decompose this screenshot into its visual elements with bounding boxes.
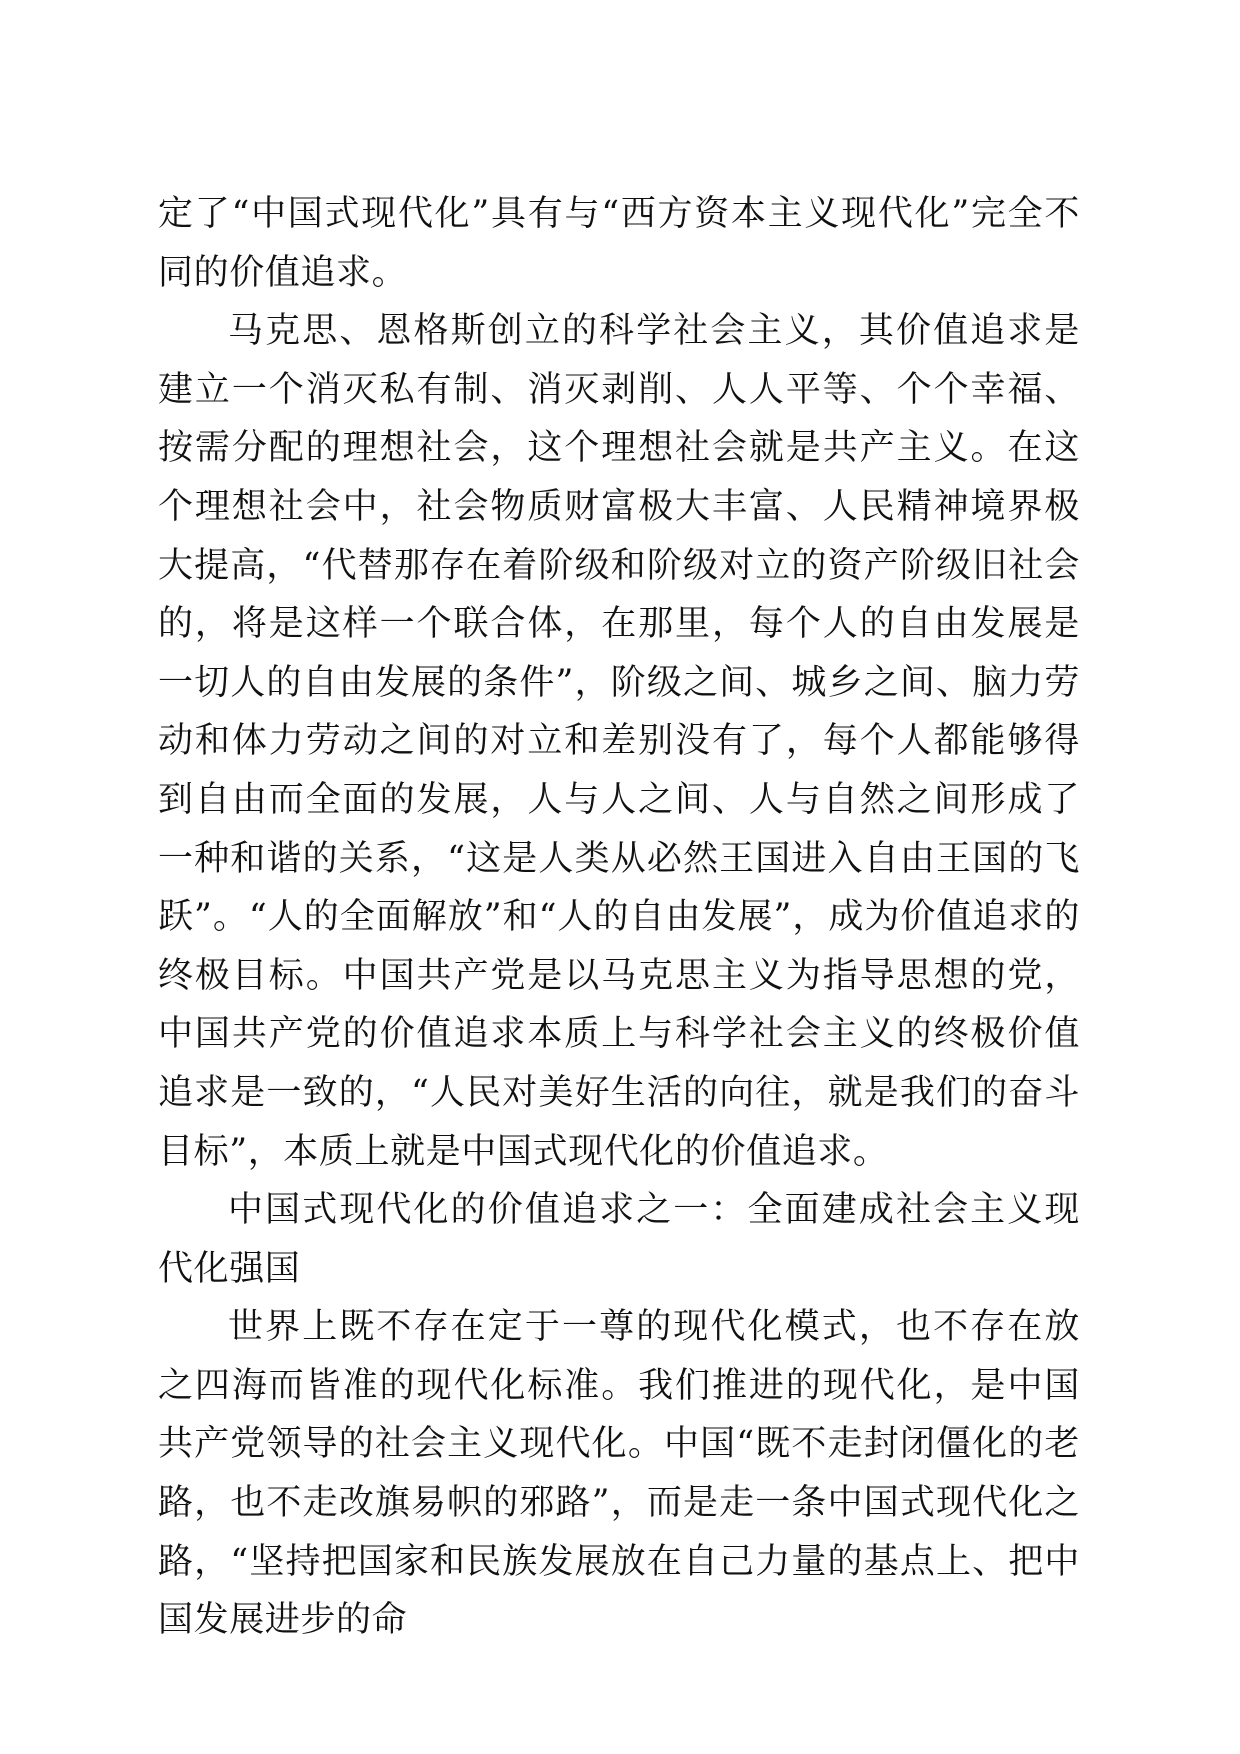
body-text xyxy=(158,185,1080,1650)
paragraph-continuation: 定了“中国式现代化”具有与“西方资本主义现代化”完全不同的价值追求。 xyxy=(158,194,1080,293)
section-heading-value-pursuit-one: 中国式现代化的价值追求之一：全面建成社会主义现代化强国 xyxy=(158,1190,1080,1289)
paragraph-scientific-socialism: 马克思、恩格斯创立的科学社会主义，其价值追求是建立一个消灭私有制、消灭剥削、人人平等、个个幸福、按需分配的理想社会，这个理想社会就是共产主义。在这个理想社会中，社会物质财富极大丰富、人民精神境界极大提高，“代替那存在着阶级和阶级对立的资产阶级旧社会的，将是这样一个联合体，在那里，每个人的自由发展是一切人的自由发展的条件”，阶级之间、城乡之间、脑力劳动和体力劳动之间的对立和差别没有了，每个人都能够得到自由而全面的发展，人与人之间、人与自然之间形成了一种和谐的关系，“这是人类从必然王国进入自由王国的飞跃”。“人的全面解放”和“人的自由发展”，成为价值追求的终极目标。中国共产党是以马克思主义为指导思想的党，中国共产党的价值追求本质上与科学社会主义的终极价值追求是一致的，“人民对美好生活的向往，就是我们的奋斗目标”，本质上就是中国式现代化的价值追求。 xyxy=(158,311,1080,1172)
paragraph-modernization-model: 世界上既不存在定于一尊的现代化模式，也不存在放之四海而皆准的现代化标准。我们推进的现代化，是中国共产党领导的社会主义现代化。中国“既不走封闭僵化的老路，也不走改旗易帜的邪路”，而是走一条中国式现代化之路，“坚持把国家和民族发展放在自己力量的基点上、把中国发展进步的命 xyxy=(158,1307,1080,1641)
